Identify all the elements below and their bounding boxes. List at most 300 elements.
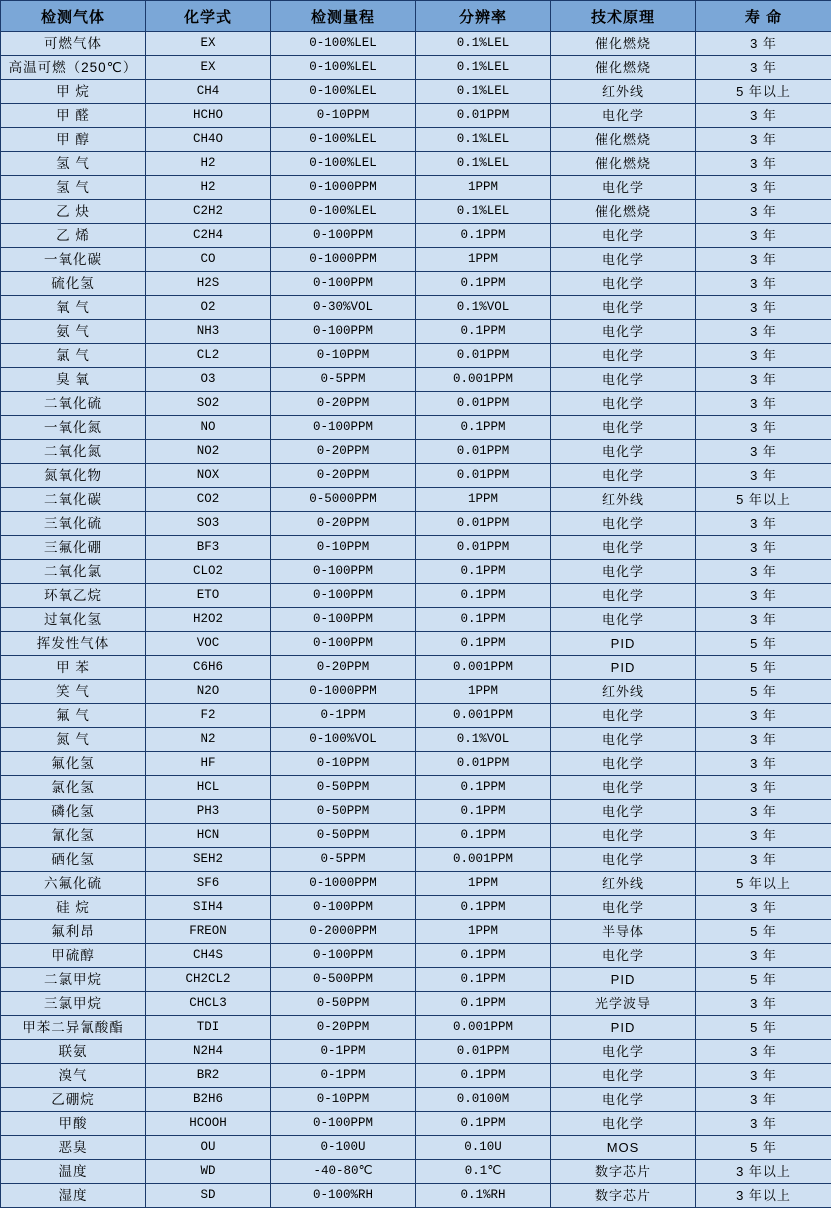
cell-range: 0-1PPM <box>271 1064 416 1088</box>
table-row <box>1 128 831 152</box>
cell-gas: 温度 <box>1 1160 146 1184</box>
cell-life: 3 年 <box>696 200 831 224</box>
cell-principle: 红外线 <box>551 872 696 896</box>
cell-life: 3 年 <box>696 896 831 920</box>
table-row <box>1 824 831 848</box>
cell-life: 3 年 <box>696 728 831 752</box>
cell-gas: 甲 醇 <box>1 128 146 152</box>
cell-principle: 电化学 <box>551 416 696 440</box>
table-row <box>1 1160 831 1184</box>
table-row <box>1 872 831 896</box>
cell-principle: 红外线 <box>551 488 696 512</box>
table-row <box>1 896 831 920</box>
table-row <box>1 224 831 248</box>
cell-formula: B2H6 <box>146 1088 271 1112</box>
cell-resolution: 0.1PPM <box>416 1112 551 1136</box>
cell-principle: 电化学 <box>551 1040 696 1064</box>
cell-life: 5 年 <box>696 968 831 992</box>
cell-range: 0-1PPM <box>271 704 416 728</box>
cell-life: 5 年以上 <box>696 872 831 896</box>
cell-resolution: 0.0100M <box>416 1088 551 1112</box>
cell-range: 0-20PPM <box>271 464 416 488</box>
cell-principle: 半导体 <box>551 920 696 944</box>
cell-life: 3 年 <box>696 992 831 1016</box>
cell-resolution: 0.1PPM <box>416 560 551 584</box>
cell-gas: 一氧化碳 <box>1 248 146 272</box>
cell-gas: 二氧化硫 <box>1 392 146 416</box>
table-row <box>1 464 831 488</box>
cell-resolution: 1PPM <box>416 872 551 896</box>
cell-life: 3 年 <box>696 368 831 392</box>
cell-range: 0-100PPM <box>271 632 416 656</box>
cell-gas: 氟利昂 <box>1 920 146 944</box>
cell-formula: CO2 <box>146 488 271 512</box>
cell-gas: 一氧化氮 <box>1 416 146 440</box>
cell-life: 5 年以上 <box>696 488 831 512</box>
cell-resolution: 0.1%LEL <box>416 152 551 176</box>
table-row <box>1 944 831 968</box>
cell-formula: EX <box>146 32 271 56</box>
cell-principle: 电化学 <box>551 392 696 416</box>
cell-resolution: 0.1%LEL <box>416 200 551 224</box>
cell-principle: 电化学 <box>551 608 696 632</box>
cell-gas: 可燃气体 <box>1 32 146 56</box>
cell-formula: NO2 <box>146 440 271 464</box>
cell-life: 3 年 <box>696 584 831 608</box>
cell-resolution: 0.01PPM <box>416 344 551 368</box>
cell-formula: CO <box>146 248 271 272</box>
cell-range: 0-30%VOL <box>271 296 416 320</box>
column-header-range: 检测量程 <box>271 1 416 32</box>
cell-gas: 氟化氢 <box>1 752 146 776</box>
cell-formula: SIH4 <box>146 896 271 920</box>
cell-life: 5 年 <box>696 632 831 656</box>
cell-principle: 电化学 <box>551 944 696 968</box>
cell-range: 0-100U <box>271 1136 416 1160</box>
cell-range: 0-100%LEL <box>271 200 416 224</box>
table-row <box>1 608 831 632</box>
cell-resolution: 0.1PPM <box>416 320 551 344</box>
cell-gas: 臭 氧 <box>1 368 146 392</box>
table-row <box>1 1064 831 1088</box>
cell-principle: 催化燃烧 <box>551 128 696 152</box>
cell-resolution: 1PPM <box>416 920 551 944</box>
cell-principle: 电化学 <box>551 320 696 344</box>
cell-gas: 二氧化氯 <box>1 560 146 584</box>
table-body <box>1 32 831 1208</box>
cell-life: 3 年 <box>696 536 831 560</box>
cell-principle: PID <box>551 656 696 680</box>
cell-gas: 二氧化碳 <box>1 488 146 512</box>
cell-range: 0-100PPM <box>271 896 416 920</box>
cell-range: 0-20PPM <box>271 512 416 536</box>
cell-principle: 电化学 <box>551 1112 696 1136</box>
table-row <box>1 584 831 608</box>
cell-gas: 氮氧化物 <box>1 464 146 488</box>
cell-formula: HF <box>146 752 271 776</box>
cell-range: 0-20PPM <box>271 656 416 680</box>
cell-life: 3 年以上 <box>696 1160 831 1184</box>
cell-gas: 二氧化氮 <box>1 440 146 464</box>
table-row <box>1 272 831 296</box>
cell-formula: CH4O <box>146 128 271 152</box>
cell-range: -40-80℃ <box>271 1160 416 1184</box>
cell-formula: N2H4 <box>146 1040 271 1064</box>
cell-life: 3 年 <box>696 1088 831 1112</box>
cell-formula: SEH2 <box>146 848 271 872</box>
cell-gas: 乙 烯 <box>1 224 146 248</box>
table-row <box>1 512 831 536</box>
cell-range: 0-100PPM <box>271 1112 416 1136</box>
cell-resolution: 0.01PPM <box>416 104 551 128</box>
cell-life: 3 年 <box>696 152 831 176</box>
cell-principle: 电化学 <box>551 440 696 464</box>
cell-resolution: 0.10U <box>416 1136 551 1160</box>
cell-life: 5 年 <box>696 1136 831 1160</box>
cell-life: 3 年 <box>696 344 831 368</box>
cell-range: 0-10PPM <box>271 752 416 776</box>
cell-range: 0-10PPM <box>271 536 416 560</box>
cell-principle: 电化学 <box>551 176 696 200</box>
cell-formula: PH3 <box>146 800 271 824</box>
table-row <box>1 704 831 728</box>
table-row <box>1 1088 831 1112</box>
cell-resolution: 0.001PPM <box>416 704 551 728</box>
cell-principle: 电化学 <box>551 344 696 368</box>
cell-life: 3 年 <box>696 1064 831 1088</box>
cell-principle: 电化学 <box>551 848 696 872</box>
cell-resolution: 0.01PPM <box>416 392 551 416</box>
cell-gas: 甲酸 <box>1 1112 146 1136</box>
cell-formula: NOX <box>146 464 271 488</box>
cell-gas: 硒化氢 <box>1 848 146 872</box>
cell-life: 3 年 <box>696 944 831 968</box>
cell-formula: HCOOH <box>146 1112 271 1136</box>
cell-principle: PID <box>551 1016 696 1040</box>
table-row <box>1 656 831 680</box>
cell-resolution: 0.1%LEL <box>416 56 551 80</box>
cell-principle: 电化学 <box>551 248 696 272</box>
cell-life: 3 年 <box>696 824 831 848</box>
column-header-formula: 化学式 <box>146 1 271 32</box>
cell-resolution: 0.01PPM <box>416 464 551 488</box>
cell-gas: 氢 气 <box>1 152 146 176</box>
cell-range: 0-5PPM <box>271 368 416 392</box>
cell-formula: TDI <box>146 1016 271 1040</box>
cell-gas: 氯化氢 <box>1 776 146 800</box>
cell-gas: 高温可燃（250℃） <box>1 56 146 80</box>
cell-gas: 硅 烷 <box>1 896 146 920</box>
cell-life: 3 年 <box>696 296 831 320</box>
table-row <box>1 56 831 80</box>
cell-resolution: 0.1%LEL <box>416 128 551 152</box>
cell-range: 0-100%LEL <box>271 32 416 56</box>
cell-range: 0-1000PPM <box>271 248 416 272</box>
cell-formula: CH2CL2 <box>146 968 271 992</box>
cell-formula: N2 <box>146 728 271 752</box>
cell-resolution: 0.001PPM <box>416 656 551 680</box>
cell-principle: PID <box>551 632 696 656</box>
cell-formula: WD <box>146 1160 271 1184</box>
cell-gas: 二氯甲烷 <box>1 968 146 992</box>
table-row <box>1 32 831 56</box>
cell-life: 3 年 <box>696 704 831 728</box>
cell-gas: 恶臭 <box>1 1136 146 1160</box>
cell-range: 0-50PPM <box>271 992 416 1016</box>
table-row <box>1 320 831 344</box>
cell-gas: 甲硫醇 <box>1 944 146 968</box>
cell-gas: 三氟化硼 <box>1 536 146 560</box>
cell-gas: 环氧乙烷 <box>1 584 146 608</box>
cell-range: 0-20PPM <box>271 440 416 464</box>
cell-gas: 氟 气 <box>1 704 146 728</box>
table-row <box>1 368 831 392</box>
cell-life: 3 年 <box>696 128 831 152</box>
cell-life: 3 年 <box>696 1040 831 1064</box>
cell-life: 3 年 <box>696 416 831 440</box>
cell-resolution: 0.1PPM <box>416 632 551 656</box>
cell-range: 0-100PPM <box>271 224 416 248</box>
cell-gas: 硫化氢 <box>1 272 146 296</box>
cell-gas: 联氨 <box>1 1040 146 1064</box>
cell-resolution: 0.01PPM <box>416 440 551 464</box>
cell-resolution: 0.1%VOL <box>416 728 551 752</box>
cell-formula: SO2 <box>146 392 271 416</box>
table-row <box>1 560 831 584</box>
cell-formula: H2S <box>146 272 271 296</box>
table-row <box>1 1112 831 1136</box>
cell-gas: 甲苯二异氰酸酯 <box>1 1016 146 1040</box>
cell-range: 0-1000PPM <box>271 680 416 704</box>
cell-gas: 湿度 <box>1 1184 146 1208</box>
cell-resolution: 0.1%LEL <box>416 32 551 56</box>
table-row <box>1 728 831 752</box>
cell-gas: 三氯甲烷 <box>1 992 146 1016</box>
table-row <box>1 776 831 800</box>
table-header-row <box>1 1 831 32</box>
cell-principle: 电化学 <box>551 776 696 800</box>
cell-range: 0-2000PPM <box>271 920 416 944</box>
cell-range: 0-1000PPM <box>271 872 416 896</box>
cell-principle: 数字芯片 <box>551 1160 696 1184</box>
cell-principle: 电化学 <box>551 272 696 296</box>
cell-resolution: 0.1PPM <box>416 896 551 920</box>
cell-formula: SO3 <box>146 512 271 536</box>
table-row <box>1 80 831 104</box>
cell-resolution: 0.1℃ <box>416 1160 551 1184</box>
cell-formula: F2 <box>146 704 271 728</box>
cell-life: 3 年 <box>696 1112 831 1136</box>
cell-range: 0-20PPM <box>271 392 416 416</box>
cell-gas: 乙 炔 <box>1 200 146 224</box>
cell-range: 0-1PPM <box>271 1040 416 1064</box>
cell-gas: 氯 气 <box>1 344 146 368</box>
cell-life: 3 年 <box>696 800 831 824</box>
table-row <box>1 536 831 560</box>
cell-resolution: 1PPM <box>416 680 551 704</box>
cell-formula: H2 <box>146 152 271 176</box>
cell-gas: 磷化氢 <box>1 800 146 824</box>
cell-range: 0-100%LEL <box>271 56 416 80</box>
cell-range: 0-100%VOL <box>271 728 416 752</box>
cell-life: 3 年 <box>696 464 831 488</box>
cell-resolution: 0.1%VOL <box>416 296 551 320</box>
cell-formula: C2H2 <box>146 200 271 224</box>
cell-range: 0-100PPM <box>271 608 416 632</box>
table-row <box>1 248 831 272</box>
column-header-gas: 检测气体 <box>1 1 146 32</box>
cell-formula: SD <box>146 1184 271 1208</box>
cell-gas: 氮 气 <box>1 728 146 752</box>
column-header-principle: 技术原理 <box>551 1 696 32</box>
cell-life: 3 年 <box>696 224 831 248</box>
table-row <box>1 416 831 440</box>
table-row <box>1 1016 831 1040</box>
table-row <box>1 152 831 176</box>
cell-formula: ETO <box>146 584 271 608</box>
cell-principle: 红外线 <box>551 680 696 704</box>
cell-principle: 红外线 <box>551 80 696 104</box>
table-row <box>1 1184 831 1208</box>
cell-resolution: 0.1PPM <box>416 800 551 824</box>
cell-principle: 电化学 <box>551 800 696 824</box>
cell-life: 3 年 <box>696 560 831 584</box>
cell-formula: C2H4 <box>146 224 271 248</box>
cell-principle: 电化学 <box>551 104 696 128</box>
cell-range: 0-10PPM <box>271 104 416 128</box>
cell-life: 3 年 <box>696 440 831 464</box>
cell-life: 5 年 <box>696 920 831 944</box>
cell-resolution: 0.1PPM <box>416 224 551 248</box>
cell-range: 0-50PPM <box>271 800 416 824</box>
cell-principle: 催化燃烧 <box>551 32 696 56</box>
cell-formula: FREON <box>146 920 271 944</box>
cell-formula: EX <box>146 56 271 80</box>
cell-resolution: 0.01PPM <box>416 1040 551 1064</box>
cell-formula: VOC <box>146 632 271 656</box>
cell-life: 3 年 <box>696 608 831 632</box>
cell-resolution: 0.01PPM <box>416 512 551 536</box>
cell-formula: NO <box>146 416 271 440</box>
cell-range: 0-100PPM <box>271 320 416 344</box>
cell-range: 0-100PPM <box>271 560 416 584</box>
cell-principle: 电化学 <box>551 224 696 248</box>
cell-gas: 乙硼烷 <box>1 1088 146 1112</box>
cell-life: 5 年 <box>696 680 831 704</box>
cell-life: 5 年 <box>696 1016 831 1040</box>
cell-formula: CH4 <box>146 80 271 104</box>
table-row <box>1 176 831 200</box>
cell-gas: 笑 气 <box>1 680 146 704</box>
column-header-resolution: 分辨率 <box>416 1 551 32</box>
table-row <box>1 440 831 464</box>
cell-principle: 电化学 <box>551 464 696 488</box>
cell-principle: 电化学 <box>551 296 696 320</box>
cell-range: 0-500PPM <box>271 968 416 992</box>
cell-resolution: 0.1PPM <box>416 824 551 848</box>
cell-resolution: 0.1PPM <box>416 584 551 608</box>
cell-range: 0-1000PPM <box>271 176 416 200</box>
cell-life: 3 年 <box>696 248 831 272</box>
cell-formula: BF3 <box>146 536 271 560</box>
table-row <box>1 632 831 656</box>
cell-range: 0-5000PPM <box>271 488 416 512</box>
cell-life: 3 年 <box>696 272 831 296</box>
cell-gas: 氢 气 <box>1 176 146 200</box>
cell-principle: 光学波导 <box>551 992 696 1016</box>
cell-range: 0-100%RH <box>271 1184 416 1208</box>
cell-principle: 电化学 <box>551 1064 696 1088</box>
table-row <box>1 968 831 992</box>
cell-resolution: 0.1PPM <box>416 416 551 440</box>
table-row <box>1 920 831 944</box>
cell-resolution: 0.1PPM <box>416 944 551 968</box>
cell-resolution: 0.1PPM <box>416 1064 551 1088</box>
cell-principle: 数字芯片 <box>551 1184 696 1208</box>
cell-formula: HCN <box>146 824 271 848</box>
cell-gas: 氨 气 <box>1 320 146 344</box>
cell-life: 3 年 <box>696 104 831 128</box>
cell-formula: C6H6 <box>146 656 271 680</box>
cell-range: 0-100PPM <box>271 272 416 296</box>
cell-resolution: 0.1%LEL <box>416 80 551 104</box>
cell-range: 0-5PPM <box>271 848 416 872</box>
column-header-life: 寿 命 <box>696 1 831 32</box>
cell-range: 0-100%LEL <box>271 80 416 104</box>
cell-range: 0-100PPM <box>271 416 416 440</box>
table-row <box>1 296 831 320</box>
cell-range: 0-100PPM <box>271 944 416 968</box>
cell-formula: CLO2 <box>146 560 271 584</box>
table-row <box>1 200 831 224</box>
cell-life: 3 年 <box>696 512 831 536</box>
cell-principle: MOS <box>551 1136 696 1160</box>
cell-formula: H2O2 <box>146 608 271 632</box>
cell-resolution: 0.01PPM <box>416 536 551 560</box>
cell-gas: 氧 气 <box>1 296 146 320</box>
cell-gas: 挥发性气体 <box>1 632 146 656</box>
cell-range: 0-10PPM <box>271 1088 416 1112</box>
cell-range: 0-10PPM <box>271 344 416 368</box>
cell-formula: SF6 <box>146 872 271 896</box>
cell-life: 3 年 <box>696 392 831 416</box>
table-header <box>1 1 831 32</box>
cell-principle: 电化学 <box>551 752 696 776</box>
cell-formula: BR2 <box>146 1064 271 1088</box>
cell-life: 3 年 <box>696 176 831 200</box>
cell-formula: O2 <box>146 296 271 320</box>
cell-resolution: 1PPM <box>416 248 551 272</box>
cell-range: 0-20PPM <box>271 1016 416 1040</box>
cell-life: 3 年 <box>696 776 831 800</box>
cell-principle: 催化燃烧 <box>551 152 696 176</box>
table-row <box>1 848 831 872</box>
cell-life: 3 年 <box>696 56 831 80</box>
cell-life: 3 年以上 <box>696 1184 831 1208</box>
cell-range: 0-100%LEL <box>271 128 416 152</box>
cell-life: 3 年 <box>696 848 831 872</box>
cell-principle: 电化学 <box>551 728 696 752</box>
cell-life: 3 年 <box>696 752 831 776</box>
cell-formula: CL2 <box>146 344 271 368</box>
cell-principle: 电化学 <box>551 824 696 848</box>
cell-gas: 甲 醛 <box>1 104 146 128</box>
table-row <box>1 344 831 368</box>
cell-formula: CH4S <box>146 944 271 968</box>
cell-resolution: 0.001PPM <box>416 1016 551 1040</box>
cell-formula: H2 <box>146 176 271 200</box>
cell-gas: 甲 苯 <box>1 656 146 680</box>
